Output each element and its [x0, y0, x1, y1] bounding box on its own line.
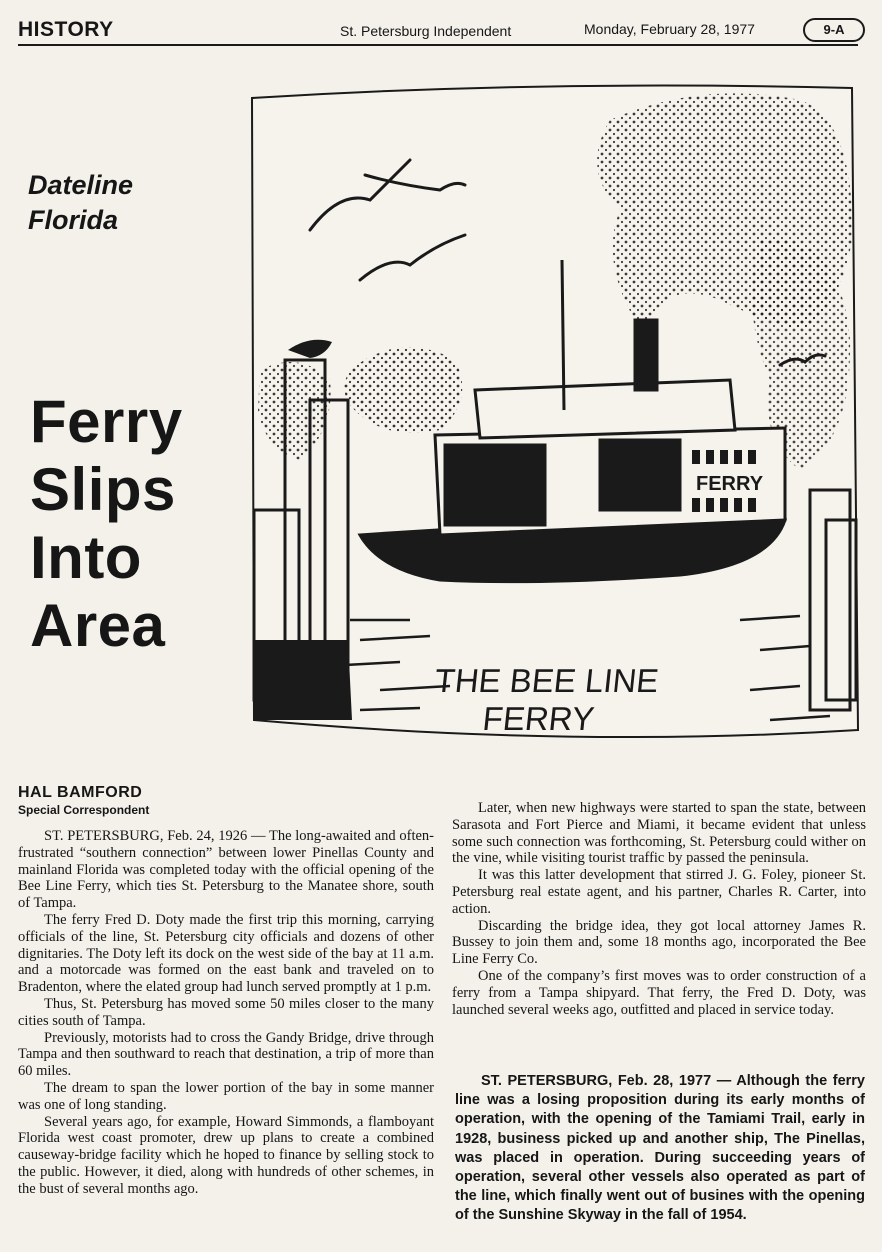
kicker-line: Florida	[28, 205, 119, 235]
column-kicker	[28, 168, 228, 238]
section-label: HISTORY	[18, 18, 114, 41]
article-paragraph: ST. PETERSBURG, Feb. 24, 1926 — The long-awaited and often-frustrated “southern connection” between lower Pinellas County and mainland Florida was completed today with the official opening of the Bee Line Ferry, which ties St. Petersburg to the Manatee shore, south of Tampa.	[18, 828, 434, 912]
article-paragraph: Several years ago, for example, Howard Simmonds, a flamboyant Florida west coast promoter, drew up plans to create a combined causeway-bridge facility which he hoped to finance by selling stock to the public. However, it died, along with hundreds of other schemes, in the bust of several months ago.	[18, 1113, 434, 1197]
article-headline	[30, 388, 240, 660]
piling-shadow	[254, 640, 352, 720]
byline	[18, 784, 149, 817]
headline-line: Area	[30, 592, 166, 659]
article-paragraph: Thus, St. Petersburg has moved some 50 miles closer to the many cities south of Tampa.	[18, 995, 434, 1029]
headline-line: Into	[30, 524, 142, 591]
article-paragraph: The ferry Fred D. Doty made the first trip this morning, carrying officials of the line, St. Petersburg city officials and dozens of other dignitaries. The Doty left its dock on the west side of the bay at 11 a.m. and a motorcade was formed on the east bank and traveled on to Bradenton, where the elated group had lunch served promptly at 1 p.m.	[18, 911, 434, 996]
article-paragraph: Discarding the bridge idea, they got local attorney James R. Bussey to join them and, some 18 months ago, incorporated the Bee Line Ferry Co.	[452, 917, 866, 968]
author-name: HAL BAMFORD	[18, 784, 143, 801]
boat-sign: FERRY	[696, 473, 764, 495]
article-paragraph: It was this latter development that stirred J. G. Foley, pioneer St. Petersburg real estate agent, and his partner, Charles R. Carter, into action.	[452, 867, 866, 917]
update-paragraph: ST. PETERSBURG, Feb. 28, 1977 — Although the ferry line was a losing proposition during its early months of operation, with the opening of the Tamiami Trail, early in 1928, business picked up and another ship, The Pinellas, was placed in operation. During succeeding years of operation, several other vessels also operated as part of the line, which finally went out of busines with the opening of the Sunshine Skyway in the fall of 1954.	[455, 1073, 865, 1224]
update-note	[455, 1072, 865, 1226]
article-paragraph: Later, when new highways were started to span the state, between Sarasota and Fort Pierce and Miami, it became evident that unless some such connection was forthcoming, St. Petersburg could wither on the vine, while visiting tourist traffic by passed the peninsula.	[452, 800, 866, 867]
headline-line: Ferry	[30, 388, 183, 455]
article-column-left	[18, 828, 434, 1198]
page-number-badge: 9-A	[803, 18, 865, 42]
headline-line: Slips	[30, 456, 176, 523]
kicker-line: Dateline	[28, 170, 134, 200]
article-paragraph: One of the company’s first moves was to order construction of a ferry from a Tampa shipyard. That ferry, the Fred D. Doty, was launched several weeks ago, outfitted and placed in service today.	[452, 967, 866, 1018]
article-column-right	[452, 800, 866, 1018]
article-paragraph: The dream to span the lower portion of the bay in some manner was one of long standing.	[18, 1079, 434, 1113]
author-title: Special Correspondent	[18, 803, 150, 817]
illustration-caption-line: FERRY	[480, 701, 596, 738]
illustration-caption-line: THE BEE LINE	[432, 663, 661, 700]
newspaper-name: St. Petersburg Independent	[340, 23, 512, 39]
page-header	[18, 18, 858, 46]
ferry-illustration	[240, 80, 862, 768]
issue-date: Monday, February 28, 1977	[584, 21, 755, 37]
article-paragraph: Previously, motorists had to cross the Gandy Bridge, drive through Tampa and then southward to reach that destination, a trip of more than 60 miles.	[18, 1029, 434, 1080]
